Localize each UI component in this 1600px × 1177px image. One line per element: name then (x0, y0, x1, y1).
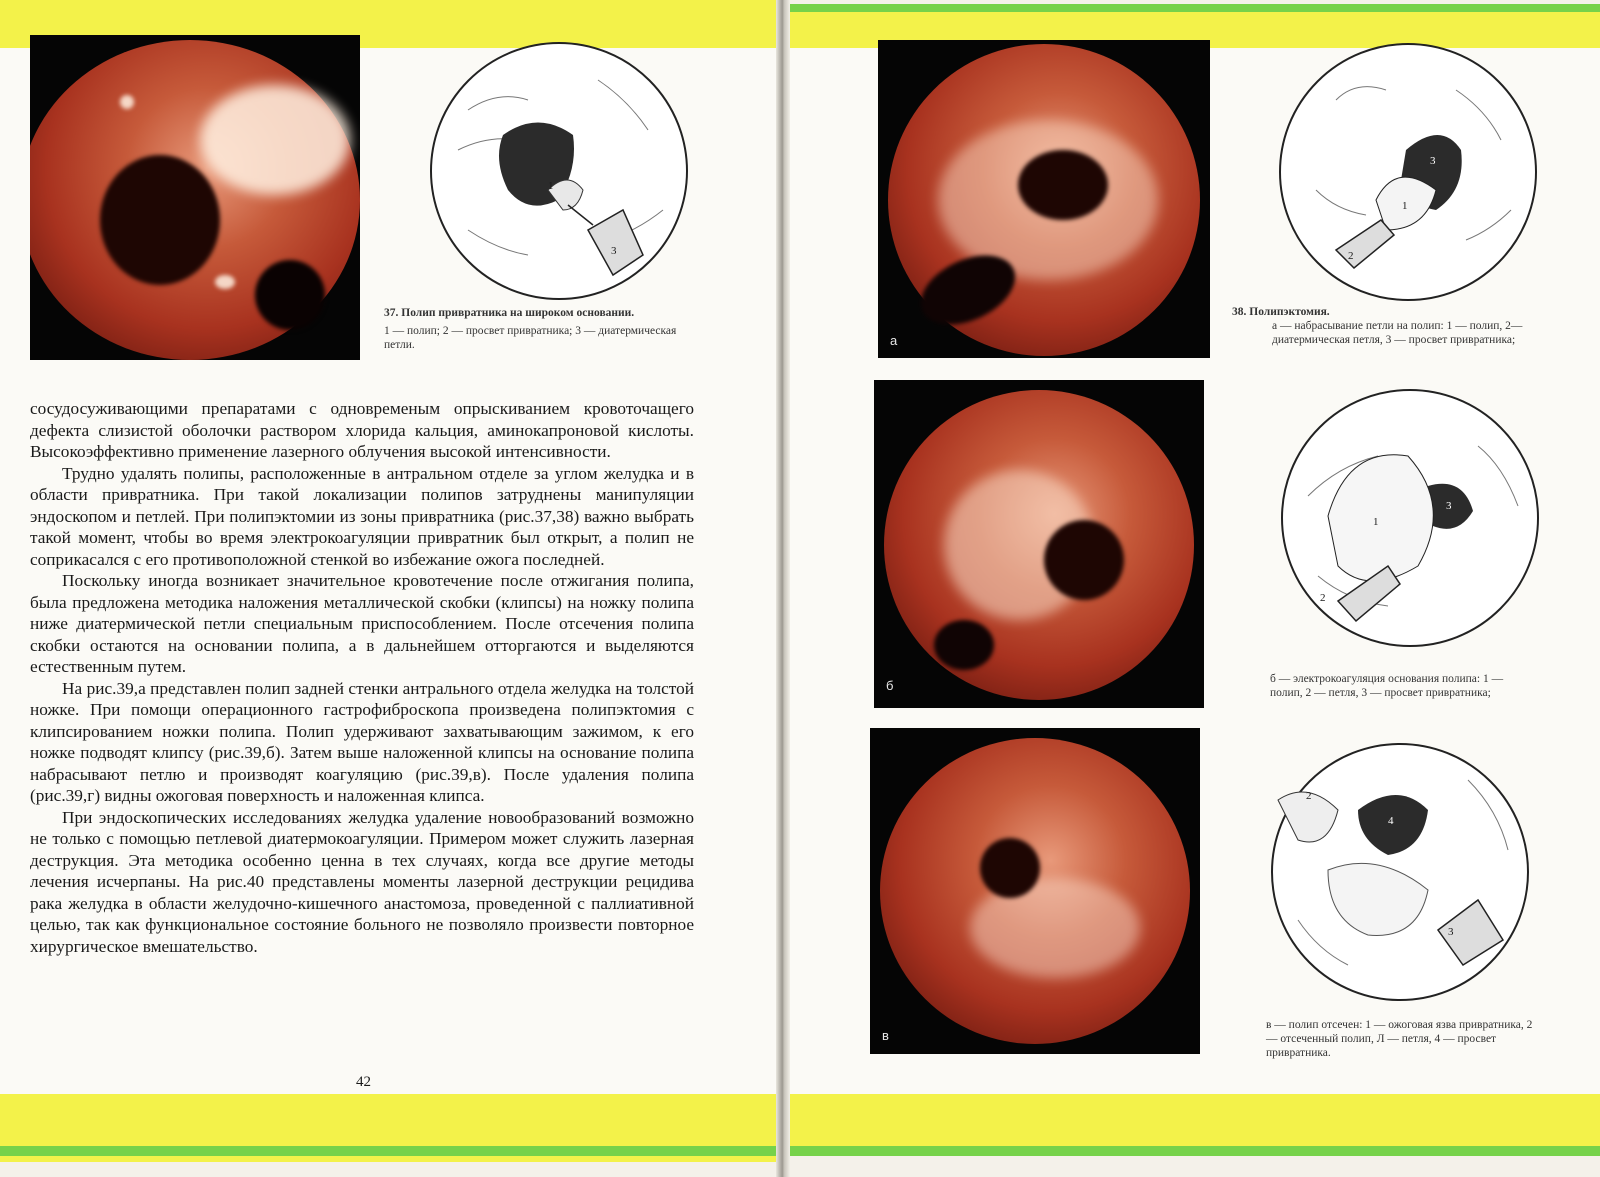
fig38b-photo-letter: б (886, 678, 894, 693)
fig38a-photo-letter: а (890, 333, 898, 348)
fig38b-drawing (1278, 386, 1542, 650)
bottom-green-stripe (0, 1146, 1600, 1156)
book-gutter (776, 0, 790, 1177)
fig38-caption-c-text: в — полип отсечен: 1 — ожоговая язва привратника, 2 — отсеченный полип, Л — петля, 4 — просвет привратника. (1266, 1019, 1533, 1059)
fig38b-label-1: 1 (1373, 516, 1379, 528)
fig38-caption-b (1270, 672, 1538, 700)
fig37-caption (384, 306, 694, 352)
paragraph: Поскольку иногда возникает значительное кровотечение после отжигания полипа, была предложена методика наложения металлической скобки (клипсы) на ножку полипа ниже диатермической петли специальным приспособлением. После отсечения полипа скобки остаются на основании полипа, а в дальнейшем отторгаются и выделяются естественным путем. (30, 571, 694, 676)
paragraph: При эндоскопических исследованиях желудка удаление новообразований возможно не только с помощью петлевой диатермокоагуляции. Примером может служить лазерная деструкция. Эта методика особенно ценна в тех случаях, когда все другие методы лечения исчерпаны. На рис.40 представлены моменты лазерной деструкции рецидива рака желудка в области желудочно-кишечного анастомоза, проведенной с паллиативной целью, так как функциональное состояние больного не позволяло произвести повторное хирургическое вмешательство. (30, 807, 694, 956)
fig37-caption-title: 37. Полип привратника на широком основании. (384, 307, 635, 319)
fig38c-endoscopy-photo (870, 728, 1200, 1054)
fig37-drawing (428, 40, 690, 302)
fig38-caption-c (1266, 1018, 1538, 1060)
fig38a-endoscopy-photo (878, 40, 1210, 358)
body-text (30, 398, 694, 957)
bottom-band-right (783, 1094, 1600, 1154)
fig38b-label-2: 2 (1320, 592, 1326, 604)
paragraph: Трудно удалять полипы, расположенные в антральном отделе за углом желудка и в области привратника. При такой локализации полипов затруднены манипуляции эндоскопом и петлей. При полипэктомии из зоны привратника (рис.37,38) важно выбрать такой момент, чтобы во время электрокоагуляции привратник был открыт, а полип не соприкасался с его противоположной стенкой во избежание ожога последней. (30, 463, 694, 569)
paragraph: сосудосуживающими препаратами с одновременым опрыскиванием кровоточащего дефекта слизистой оболочки раствором хлорида кальция, аминокапроновой кислоты. Высокоэффективно применение лазерного облучения высокой интенсивности. (30, 399, 694, 461)
top-green-stripe (780, 4, 1600, 12)
fig38a-drawing (1276, 40, 1540, 304)
fig38a-label-2: 2 (1348, 250, 1354, 262)
fig38c-drawing (1268, 740, 1532, 1004)
fig38c-label-4: 4 (1388, 815, 1394, 827)
fig38-caption-a-text: а — набрасывание петли на полип: 1 — полип, 2— диатермическая петля, 3 — просвет привратника; (1272, 320, 1523, 346)
fig38-caption-b-text: б — электрокоагуляция основания полипа: 1 — полип, 2 — петля, 3 — просвет привратника; (1270, 673, 1504, 699)
fig37-caption-legend: 1 — полип; 2 — просвет привратника; 3 — диатермическая петли. (384, 325, 677, 351)
fig38-caption-title: 38. Полипэктомия. (1232, 306, 1330, 318)
fig37-label-3: 3 (611, 245, 617, 257)
fig38a-label-3: 3 (1430, 155, 1436, 167)
fig38b-label-3: 3 (1446, 500, 1452, 512)
paragraph: На рис.39,а представлен полип задней стенки антрального отдела желудка на толстой ножке. При помощи операционного гастрофиброскопа произведена полипэктомия с клипсированием ножки полипа. Полип удерживают захватывающим зажимом, к его ножке подводят клипсу (рис.39,б). Затем выше наложенной клипсы на основание полипа набрасывают петлю и производят коагуляцию (рис.39,в). После удаления полипа (рис.39,г) видны ожоговая поверхность и наложенная клипса. (30, 678, 694, 805)
fig38-caption-a (1232, 305, 1538, 347)
fig37-label-1: 1 (548, 180, 554, 192)
fig37-label-2: 2 (488, 150, 494, 162)
page-number: 42 (356, 1074, 371, 1090)
fig38a-label-1: 1 (1402, 200, 1408, 212)
fig38c-label-3: 3 (1448, 926, 1454, 938)
fig38c-photo-letter: в (882, 1028, 889, 1043)
fig38b-endoscopy-photo (874, 380, 1204, 708)
fig38c-label-2: 2 (1306, 790, 1312, 802)
fig37-endoscopy-photo (30, 35, 360, 360)
